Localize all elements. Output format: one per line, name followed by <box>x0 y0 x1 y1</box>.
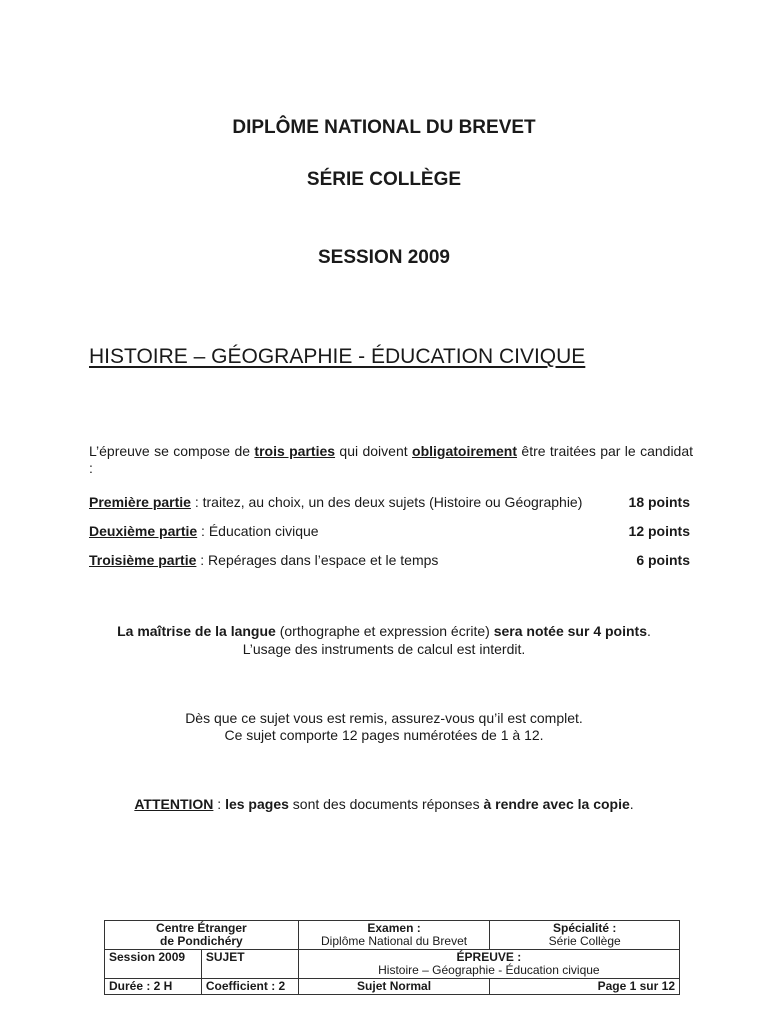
speciality-cell <box>490 921 680 950</box>
diploma-title: DIPLÔME NATIONAL DU BREVET <box>232 117 536 138</box>
part-points: 18 points <box>628 494 690 510</box>
subject-heading: HISTOIRE – GÉOGRAPHIE - ÉDUCATION CIVIQUE <box>89 345 586 368</box>
attention-emphasis: les pages <box>225 796 289 812</box>
session-cell: Session 2009 <box>105 950 202 979</box>
epreuve-value: Histoire – Géographie - Éducation civique <box>378 963 600 977</box>
attention-text: sont des documents réponses <box>288 796 484 812</box>
language-score: sera notée sur 4 points <box>493 623 647 639</box>
series-title: SÉRIE COLLÈGE <box>306 169 462 190</box>
normal-subject-cell: Sujet Normal <box>298 979 490 995</box>
completeness-line-2: Ce sujet comporte 12 pages numérotées de 1 à 12. <box>224 727 544 743</box>
table-row <box>105 921 680 950</box>
part-points: 12 points <box>628 523 690 539</box>
part-row-2 <box>89 523 690 541</box>
epreuve-cell <box>298 950 679 979</box>
language-line-1 <box>0 622 768 640</box>
intro-paragraph <box>89 443 693 477</box>
page-number-cell: Page 1 sur 12 <box>490 979 680 995</box>
speciality-value: Série Collège <box>548 934 621 948</box>
intro-text: être traitées par le candidat : <box>89 443 694 476</box>
intro-emphasis-parts: trois parties <box>254 443 336 459</box>
part-description: : Éducation civique <box>197 523 319 539</box>
table-row <box>105 950 680 979</box>
part-label: Deuxième partie <box>89 523 198 539</box>
duration-cell: Durée : 2 H <box>105 979 202 995</box>
part-label: Première partie <box>89 494 191 510</box>
table-row <box>105 979 680 995</box>
language-emphasis: La maîtrise de la langue <box>117 623 276 639</box>
part-description: : traitez, au choix, un des deux sujets (Histoire ou Géographie) <box>190 494 583 510</box>
part-description: : Repérages dans l’espace et le temps <box>196 552 439 568</box>
attention-text: . <box>629 796 634 812</box>
exam-label: Examen : <box>367 921 421 935</box>
attention-label: ATTENTION <box>134 796 214 812</box>
epreuve-label: ÉPREUVE : <box>456 950 522 964</box>
exam-info-table <box>104 920 680 995</box>
intro-emphasis-mandatory: obligatoirement <box>412 443 518 459</box>
centre-name: Centre Étranger <box>156 921 247 935</box>
part-row-3 <box>89 552 690 570</box>
completeness-line-1: Dès que ce sujet vous est remis, assurez-vous qu’il est complet. <box>185 710 583 726</box>
centre-location: de Pondichéry <box>160 934 243 948</box>
language-text: (orthographe et expression écrite) <box>275 623 494 639</box>
exam-cell <box>298 921 490 950</box>
part-label: Troisième partie <box>89 552 197 568</box>
intro-text: qui doivent <box>335 443 413 459</box>
calculator-notice: L’usage des instruments de calcul est interdit. <box>242 641 526 657</box>
subject-type-cell: SUJET <box>201 950 298 979</box>
attention-notice <box>0 795 768 813</box>
intro-text: L’épreuve se compose de <box>89 443 255 459</box>
part-row-1 <box>89 494 690 512</box>
language-text: . <box>647 623 651 639</box>
attention-text: : <box>213 796 226 812</box>
session-title: SESSION 2009 <box>317 247 451 268</box>
part-points: 6 points <box>636 552 690 568</box>
coefficient-cell: Coefficient : 2 <box>201 979 298 995</box>
speciality-label: Spécialité : <box>552 921 617 935</box>
centre-cell <box>105 921 299 950</box>
attention-emphasis: à rendre avec la copie <box>483 796 630 812</box>
exam-value: Diplôme National du Brevet <box>321 934 468 948</box>
